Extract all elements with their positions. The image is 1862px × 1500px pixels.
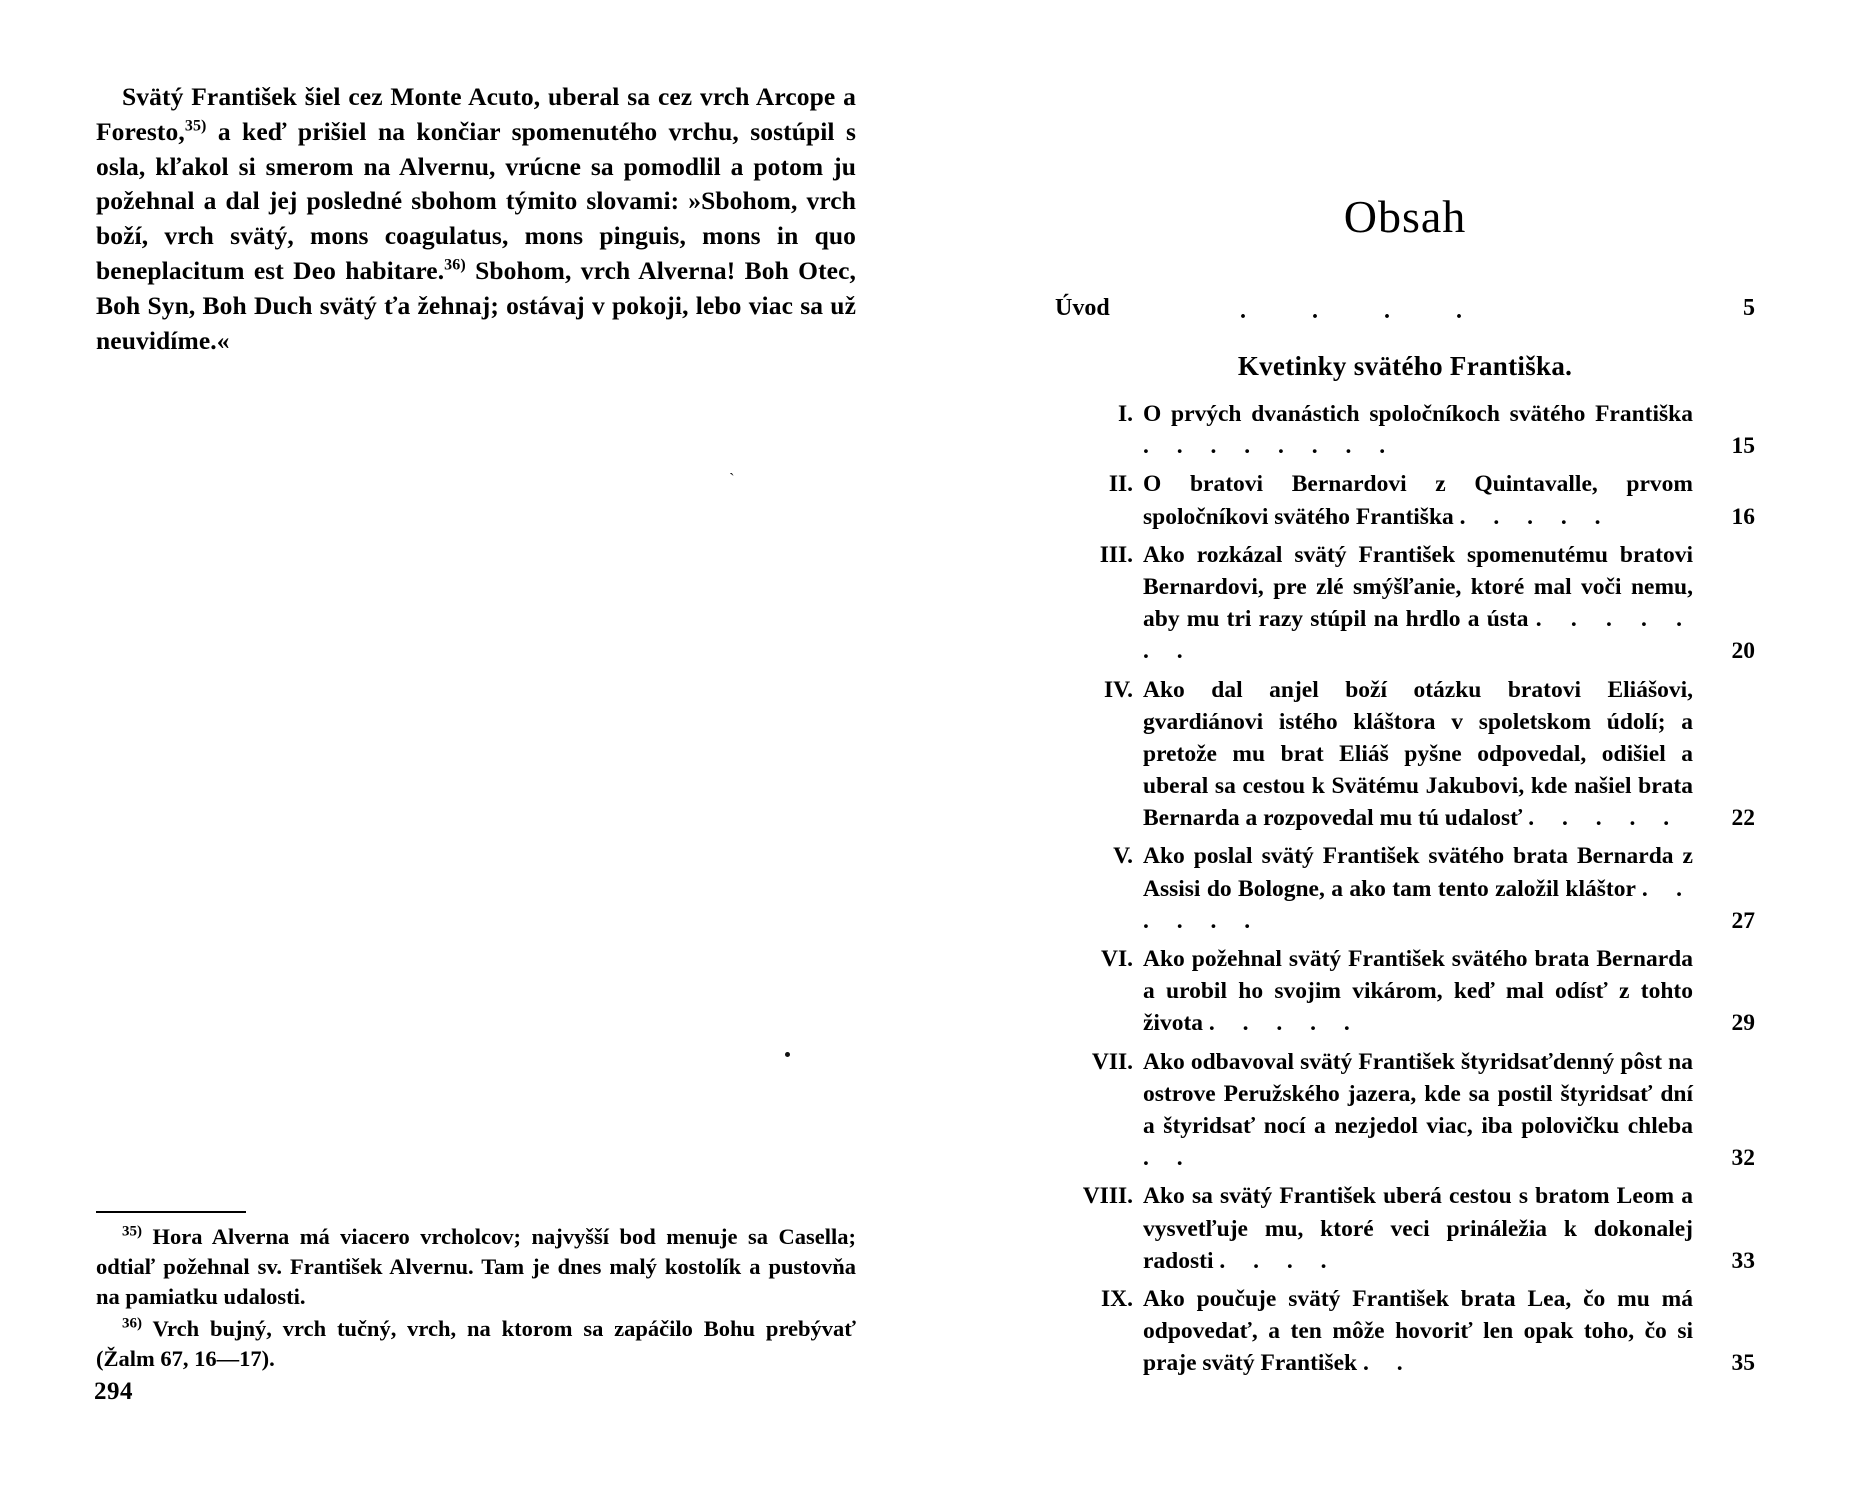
toc-entry	[1055, 539, 1755, 668]
table-of-contents	[1055, 190, 1755, 1385]
toc-entry-page: 27	[1731, 907, 1755, 934]
footnote-item	[96, 1314, 856, 1374]
toc-entry-title-text: Ako odbavoval svätý František štyridsaťdenný pôst na ostrove Peružského jazera, kde sa postil štyridsať dní a štyridsať nocí a nezjedol viac, iba polovičku chleba	[1143, 1048, 1693, 1139]
page-title: Obsah	[1343, 191, 1467, 242]
footnote-ref-35: 35)	[184, 117, 207, 135]
toc-entry-number: V.	[1113, 843, 1133, 870]
toc-entry-title-text: Ako sa svätý František uberá cestou s bratom Leom a vysvetľuje mu, ktoré veci prináležia k dokonalej radosti	[1143, 1183, 1693, 1274]
toc-entry-title-text: O prvých dvanástich spoločníkoch svätého Františka	[1143, 401, 1693, 427]
footnote-marker: 36)	[122, 1315, 142, 1332]
footnote-text: Hora Alverna má viacero vrcholcov; najvyšší bod menuje sa Casella; odtiaľ požehnal sv. František Alvernu. Tam je dnes malý kostolík a pustovňa na pamiatku udalosti.	[96, 1224, 856, 1309]
toc-entry-title	[1143, 1046, 1701, 1175]
toc-entry-title	[1143, 943, 1701, 1040]
toc-entry-title	[1143, 1180, 1701, 1277]
toc-entry-leader: . .	[1143, 1145, 1194, 1172]
footnote-item	[96, 1222, 856, 1312]
toc-entry-number: VIII.	[1082, 1183, 1133, 1210]
toc-entry	[1055, 943, 1755, 1040]
toc-entry-title	[1143, 468, 1701, 532]
toc-entry	[1055, 468, 1755, 532]
toc-entry-number: VI.	[1101, 946, 1133, 972]
toc-entry	[1055, 1180, 1755, 1277]
footnote-separator-rule	[96, 1211, 246, 1213]
toc-entry-title-text: Ako dal anjel boží otázku bratovi Eliášovi, gvardiánovi istého kláštora v spoletskom údolí; a pretože mu brat Eliáš pyšne odpovedal, odišiel a uberal sa cestou k Svätému Jakubovi, kde našiel brata Bernarda a rozpovedal mu tú udalosť	[1143, 676, 1693, 832]
toc-intro-leader: . . . .	[1240, 298, 1492, 324]
paragraph-part-1: Svätý František šiel cez Monte Acuto, uberal sa cez vrch Arcope a Foresto,	[96, 82, 856, 146]
toc-entry-title-text: Ako rozkázal svätý František spomenutému bratovi Bernardovi, pre zlé smýšľanie, ktoré mal voči nemu, aby mu tri razy stúpil na hrdlo a ústa	[1143, 541, 1693, 633]
toc-entry-page: 20	[1731, 638, 1755, 665]
stray-mark-icon: `	[729, 470, 735, 489]
toc-entry-number: IX.	[1101, 1285, 1133, 1312]
toc-intro-page: 5	[1743, 295, 1755, 321]
toc-entry-page: 15	[1731, 433, 1755, 460]
toc-section-heading: Kvetinky svätého Františka.	[1237, 351, 1573, 381]
toc-entry-number: I.	[1117, 401, 1133, 427]
toc-entry-title-text: Ako požehnal svätý František svätého brata Bernarda a urobil ho svojim vikárom, keď mal odísť z tohto života	[1143, 946, 1693, 1037]
toc-entry-number: VII.	[1091, 1048, 1133, 1075]
toc-entry-title	[1143, 840, 1701, 937]
toc-entry-leader: . . . . . . .	[1143, 606, 1694, 665]
footnote-block	[96, 1222, 856, 1376]
toc-entry-leader: . . . . .	[1528, 805, 1681, 832]
toc-intro-label: Úvod	[1055, 295, 1110, 321]
stray-dot-icon	[785, 1052, 790, 1057]
toc-entry-title	[1143, 1283, 1701, 1380]
toc-entry-number: II.	[1108, 471, 1133, 498]
toc-entry-leader: . . . . . . . .	[1143, 433, 1397, 460]
paragraph-part-3: Sbohom, vrch Alverna! Boh Otec, Boh Syn, Boh Duch svätý ťa žehnaj; ostávaj v pokoji, lebo viac sa už neuvidíme.«	[96, 255, 856, 355]
footnote-ref-36: 36)	[444, 256, 466, 274]
toc-entry-number: III.	[1099, 541, 1133, 568]
page-number: 294	[94, 1378, 133, 1405]
toc-entry-page: 33	[1731, 1247, 1755, 1274]
toc-entry-title	[1143, 674, 1701, 835]
toc-entry	[1055, 674, 1755, 835]
toc-entry-page: 29	[1731, 1010, 1755, 1037]
left-page-body	[96, 80, 856, 358]
toc-entry-page: 22	[1731, 805, 1755, 832]
toc-entry	[1055, 840, 1755, 937]
toc-entry	[1055, 1283, 1755, 1380]
toc-entry-title	[1143, 398, 1701, 462]
toc-entry-leader: . . . . . .	[1143, 875, 1693, 934]
toc-entry-leader: . . . . .	[1208, 1010, 1361, 1037]
toc-entry-leader: . . . .	[1219, 1247, 1338, 1274]
paragraph-part-2: a keď prišiel na končiar spomenutého vrchu, sostúpil s osla, kľakol si smerom na Alvernu, vrúcne sa pomodlil a potom ju požehnal a dal jej posledné sbohom týmito slovami: »Sbohom, vrch boží, vrch svätý, mons coagulatus, mons pinguis, mons in quo beneplacitum est Deo habitare.	[96, 116, 856, 285]
toc-entry	[1055, 398, 1755, 462]
toc-entry-title	[1143, 539, 1701, 668]
toc-entry-intro	[1055, 295, 1755, 329]
toc-entry-page: 16	[1731, 503, 1755, 530]
toc-entry-title-text: Ako poučuje svätý František brata Lea, čo mu má odpovedať, a ten môže hovoriť len opak toho, čo si praje svätý František	[1143, 1285, 1693, 1377]
footnote-marker: 35)	[122, 1223, 142, 1240]
toc-entry-page: 35	[1731, 1350, 1755, 1377]
toc-entry-number: IV.	[1104, 676, 1133, 703]
toc-entry	[1055, 1046, 1755, 1175]
toc-entry-leader: . . . . .	[1459, 503, 1612, 530]
toc-entry-page: 32	[1731, 1145, 1755, 1172]
toc-entry-title-text: Ako poslal svätý František svätého brata Bernarda z Assisi do Bologne, a ako tam tento založil kláštor	[1143, 843, 1693, 902]
toc-entry-leader: . .	[1362, 1350, 1414, 1377]
body-paragraph	[96, 80, 856, 358]
footnote-text: Vrch bujný, vrch tučný, vrch, na ktorom sa zapáčilo Bohu prebývať (Žalm 67, 16—17).	[96, 1315, 856, 1371]
toc-entry-title-text: O bratovi Bernardovi z Quintavalle, prvom spoločníkovi svätého Františka	[1143, 471, 1693, 530]
